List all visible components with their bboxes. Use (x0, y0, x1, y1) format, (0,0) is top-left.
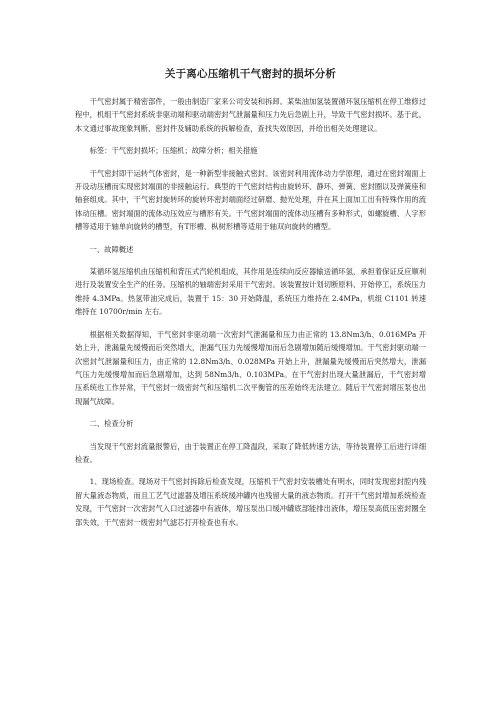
keywords-line: 标签：干气密封损坏；压缩机；故障分析；相关措施 (89, 146, 258, 156)
fault-overview-paragraph-2: 根据相关数据得知，干气密封非驱动端一次密封气泄漏量和压力由正常的 13.8Nm3/h、0.016MPa 开始上升，泄漏量先缓慢而后突然增大，泄漏气压力先缓慢增加而后急剧增加随后缓慢增加。干气密封驱动端一次密封气泄漏量和压力，由正常的 12.8Nm3/h、0.028MPa 开始上升，泄漏量先缓慢而后突然增大，泄漏气压力先缓慢增加而后急剧增加，达到 58Nm3/h、0.103MPa。在干气密封出现大量泄漏后，干气密封增压系统也工作异常，干气密封一级密封气和压缩机二次平衡管的压差始终无法建立。随后干气密封增压泵也出现漏气故障。 (75, 329, 426, 406)
inspection-paragraph-2: 1、现场检查。现场对干气密封拆除后检查发现，压缩机干气密封安装槽处有明水，同时发现密封腔内残留大量液态物质，而且工艺气过滤器及增压系统缓冲罐内也残留大量的液态物质。打开干气密封增加系统检查发现，干气密封一次密封气入口过滤器中有液体，增压泵出口缓冲罐底部能排出液体，增压泵高低压密封圈全部失效，干气密封一级密封气滤芯打开检查也有水。 (75, 477, 426, 527)
document-title: 关于离心压缩机干气密封的损坏分析 (164, 68, 337, 80)
intro-paragraph: 干气密封即干运转气体密封，是一种新型非接触式密封。该密封利用流体动力学原理，通过在密封端面上开设动压槽而实现密封端面的非接触运行。典型的干气密封结构由旋转环、静环、弹簧、密封圈以及弹簧座和轴套组成。其中，干气密封旋转环的旋转环密封端面经过研磨、抛光处理，并在其上面加工出有特殊作用的流体动压槽。密封端面的流体动压效应与槽形有关。干气密封端面的流体动压槽有多种形式，如螺旋槽、人字形槽等适用于轴单向旋转的槽型，有T形槽、枞树形槽等适用于轴双向旋转的槽型。 (75, 168, 426, 232)
section-heading-fault-overview: 一、故障概述 (89, 244, 134, 254)
inspection-paragraph-1: 当发现干气密封流量报警后，由于装置正在停工降温段，采取了降低转速方法，等待装置停工后进行详细检查。 (75, 441, 426, 464)
section-heading-inspection: 二、检查分析 (89, 419, 134, 429)
fault-overview-paragraph-1: 某循环氢压缩机由压缩机和背压式汽轮机组成，其作用是连续向反应器输送循环氢，承担着保证反应顺利进行及装置安全生产的任务。压缩机的轴端密封采用干气密封。该装置按计划切断原料、开始停工，系统压力维持 4.3MPa。热氢带油完成后，装置于 15：30 开始降温，系统压力维持在 2.4MPa，机组 C1101 转速维持在 10700r/min 左右。 (75, 267, 426, 317)
abstract-paragraph: 干气密封属于精密部件，一般由制造厂家来公司安装和拆卸。某柴油加氢装置循环氢压缩机在停工维修过程中，机组干气密封系统非驱动端和驱动端密封气泄漏量和压力先后急剧上升，导致干气密封损坏。基于此，本文通过事故现象判断、密封件及辅助系统的拆解检查，查找失效原因，并给出相关处理建议。 (75, 97, 426, 133)
